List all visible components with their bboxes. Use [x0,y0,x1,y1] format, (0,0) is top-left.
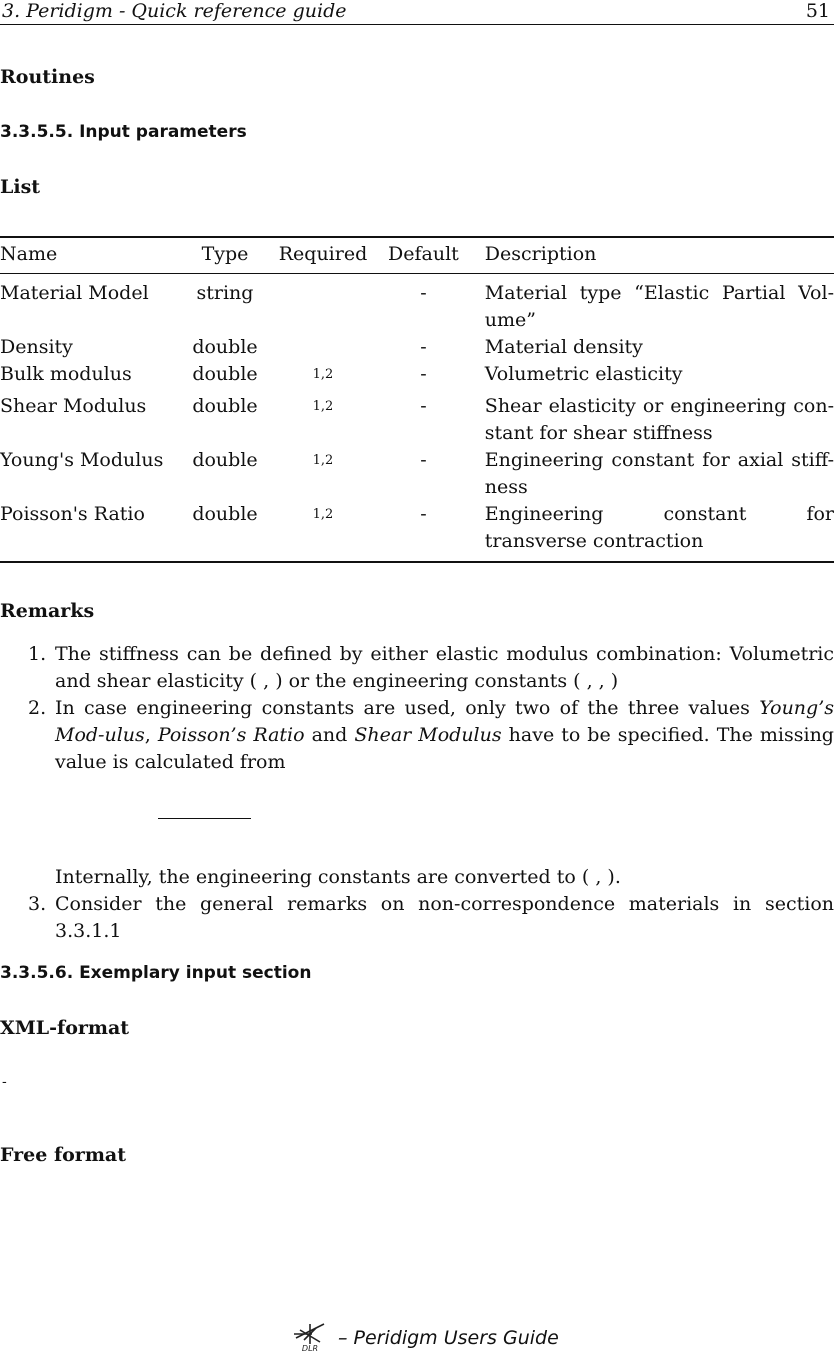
cell-description: Volumetric elasticity [484,363,683,385]
required-marker: 1,2 [312,453,334,468]
cell-name: Material Model [0,282,149,304]
cell-default: - [420,395,427,417]
cell-type: double [192,363,258,385]
cell-default: - [420,282,427,304]
heading-list: List [0,176,41,198]
xml-code-placeholder: - [2,1074,7,1090]
cell-description: Engineering constant for axial stiff-ness [484,449,834,498]
dlr-logo [290,1318,338,1357]
page-number: 51 [805,0,830,22]
remark-number: 1. [28,643,47,665]
required-marker: 1,2 [312,399,334,414]
cell-description: Material type “Elastic Partial Vol-ume” [484,282,834,331]
cell-name: Density [0,336,73,358]
remark-item-1 [0,641,834,695]
required-marker: 1,2 [312,507,334,522]
remark-text: have to be specified. The missing value is calculated from [55,724,834,773]
remark-number: 2. [28,697,47,719]
remark-number: 3. [28,893,47,915]
table-row [0,334,834,361]
cell-description: Engineering constant for transverse contraction [484,503,834,552]
cell-default: - [420,449,427,471]
cell-required [258,393,388,447]
heading-input-parameters: 3.3.5.5. Input parameters [0,122,247,142]
cell-name: Young's Modulus [0,449,164,471]
running-header-title: 3. Peridigm - Quick reference guide [2,0,347,22]
emphasis-poissons-ratio: Poisson’s Ratio [157,724,305,746]
remark-item-2 [0,695,834,776]
cell-description: Shear elasticity or engineering con-stant for shear stiffness [484,395,834,444]
cell-description: Material density [484,336,643,358]
heading-exemplary-input: 3.3.5.6. Exemplary input section [0,963,312,983]
required-marker: 1,2 [312,367,334,382]
col-header-default: Default [388,243,459,265]
cell-type: double [192,395,258,417]
cell-default: - [420,503,427,525]
emphasis-shear-modulus: Shear Modulus [354,724,502,746]
cell-type: double [192,449,258,471]
col-header-description: Description [484,243,597,265]
col-header-name: Name [0,243,58,265]
cell-type: double [192,336,258,358]
heading-routines: Routines [0,66,95,88]
heading-remarks: Remarks [0,600,95,622]
table-header-row [0,237,834,274]
cell-type: double [192,503,258,525]
table-row [0,361,834,393]
cell-default: - [420,363,427,385]
remark-text: and [304,724,355,746]
cell-required [258,501,388,562]
cell-name: Bulk modulus [0,363,132,385]
remark-item-3 [0,891,834,945]
cell-required [258,274,388,335]
cell-required [258,334,388,361]
formula-fraction-line [158,818,251,819]
cell-default: - [420,336,427,358]
dlr-logo-text: DLR [301,1344,319,1352]
cell-required [258,361,388,393]
remark-text: The stiffness can be defined by either elastic modulus combination: Volumetric and shear elasticity ( , ) or the engineering constants ( , , ) [55,643,834,692]
table-row [0,274,834,335]
header-rule [0,24,834,25]
col-header-type: Type [201,243,249,265]
remark-item-2-continued: Internally, the engineering constants are converted to ( , ). [55,866,621,888]
cell-required [258,447,388,501]
cell-name: Poisson's Ratio [0,503,145,525]
footer-title: – Peridigm Users Guide [338,1326,559,1349]
col-header-required: Required [278,243,368,265]
remark-text: In case engineering constants are used, only two of the three values [55,697,760,719]
heading-free-format: Free format [0,1144,127,1166]
table-row [0,447,834,501]
remark-text: , [144,724,158,746]
table-row [0,393,834,447]
cell-type: string [196,282,254,304]
heading-xml-format: XML-format [0,1017,130,1039]
remark-text: Consider the general remarks on non-correspondence materials in section 3.3.1.1 [55,893,834,942]
table-row [0,501,834,562]
remarks-list [0,641,834,776]
input-parameters-table [0,236,834,563]
emphasis-youngs-modulus: Young’s Mod-ulus [55,697,834,746]
cell-name: Shear Modulus [0,395,147,417]
page-footer [290,1318,559,1357]
